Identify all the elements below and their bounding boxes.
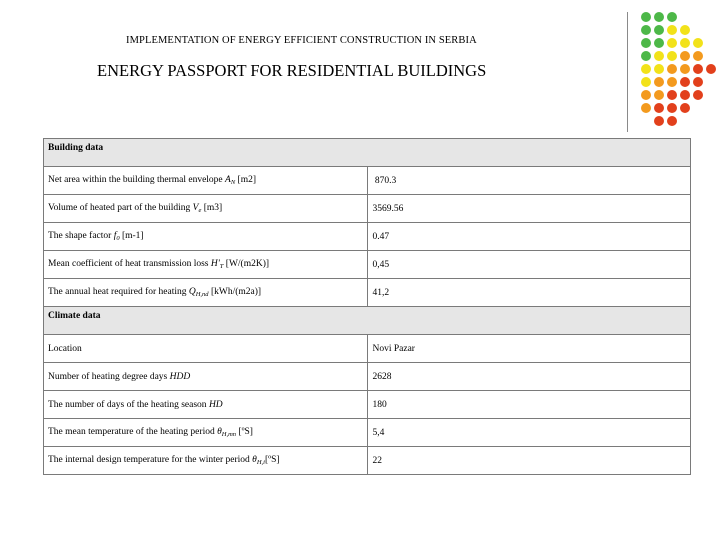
dot — [654, 103, 664, 113]
dot — [680, 103, 690, 113]
table-row — [44, 167, 691, 195]
dot — [667, 116, 677, 126]
table-row — [44, 279, 691, 307]
dot — [667, 51, 677, 61]
row-value: 0.47 — [367, 223, 691, 251]
table-row — [44, 419, 691, 447]
dot — [667, 25, 677, 35]
row-value: 22 — [367, 447, 691, 475]
building-section-title: Building data — [48, 142, 104, 153]
table-row — [44, 335, 691, 363]
dot — [667, 103, 677, 113]
row-value: 3569.56 — [367, 195, 691, 223]
row-label: The number of days of the heating season HD — [44, 391, 368, 419]
dot — [641, 12, 651, 22]
table-row — [44, 447, 691, 475]
dot — [667, 38, 677, 48]
row-label: Location — [44, 335, 368, 363]
dot — [654, 116, 664, 126]
building-section-header — [44, 139, 691, 167]
dot — [641, 90, 651, 100]
row-value: 0,45 — [367, 251, 691, 279]
dot — [680, 51, 690, 61]
row-value: 2628 — [367, 363, 691, 391]
table-row — [44, 391, 691, 419]
row-label: Volume of heated part of the building $V_e$ [m3] — [44, 195, 368, 223]
dot — [706, 64, 716, 74]
dot — [641, 77, 651, 87]
row-label: Net area within the building thermal envelope $A_N$ [m2] — [44, 167, 368, 195]
dot — [693, 77, 703, 87]
row-label: The annual heat required for heating $Q_{H,nd}$ [kWh/(m2a)] — [44, 279, 368, 307]
climate-section-title: Climate data — [48, 310, 101, 321]
row-label: The shape factor $f_0$ [m-1] — [44, 223, 368, 251]
dot — [654, 38, 664, 48]
row-label: The mean temperature of the heating period $\theta_{H,mn}$ [ºS] — [44, 419, 368, 447]
table-row — [44, 363, 691, 391]
dot — [680, 77, 690, 87]
table-row — [44, 223, 691, 251]
dot — [693, 51, 703, 61]
dot — [641, 38, 651, 48]
energy-data-table — [43, 138, 691, 475]
dot — [654, 51, 664, 61]
dot — [693, 38, 703, 48]
row-value: 41,2 — [367, 279, 691, 307]
dot — [667, 64, 677, 74]
dot — [667, 77, 677, 87]
dot — [680, 64, 690, 74]
dot — [654, 77, 664, 87]
climate-section-header — [44, 307, 691, 335]
dot — [667, 12, 677, 22]
row-label: The internal design temperature for the winter period $\theta_{H,i}[ºS]$ — [44, 447, 368, 475]
dot — [654, 25, 664, 35]
row-label: Mean coefficient of heat transmission loss $H'_T$ [W/(m2K)] — [44, 251, 368, 279]
dot — [641, 103, 651, 113]
table-row — [44, 195, 691, 223]
dot — [693, 64, 703, 74]
table-row — [44, 251, 691, 279]
dot — [641, 25, 651, 35]
dot — [641, 51, 651, 61]
dot — [680, 38, 690, 48]
dot — [654, 90, 664, 100]
row-label: Number of heating degree days HDD — [44, 363, 368, 391]
row-value: 870.3 — [367, 167, 691, 195]
row-value: 180 — [367, 391, 691, 419]
row-value: 5,4 — [367, 419, 691, 447]
dot — [680, 90, 690, 100]
dot — [667, 90, 677, 100]
dot — [654, 64, 664, 74]
dot — [641, 64, 651, 74]
row-value: Novi Pazar — [367, 335, 691, 363]
dot — [693, 90, 703, 100]
divider-line — [627, 12, 628, 132]
dot — [680, 25, 690, 35]
main-title: ENERGY PASSPORT FOR RESIDENTIAL BUILDINGS — [97, 61, 487, 80]
dot — [654, 12, 664, 22]
top-title: IMPLEMENTATION OF ENERGY EFFICIENT CONSTRUCTION IN SERBIA — [126, 35, 477, 46]
